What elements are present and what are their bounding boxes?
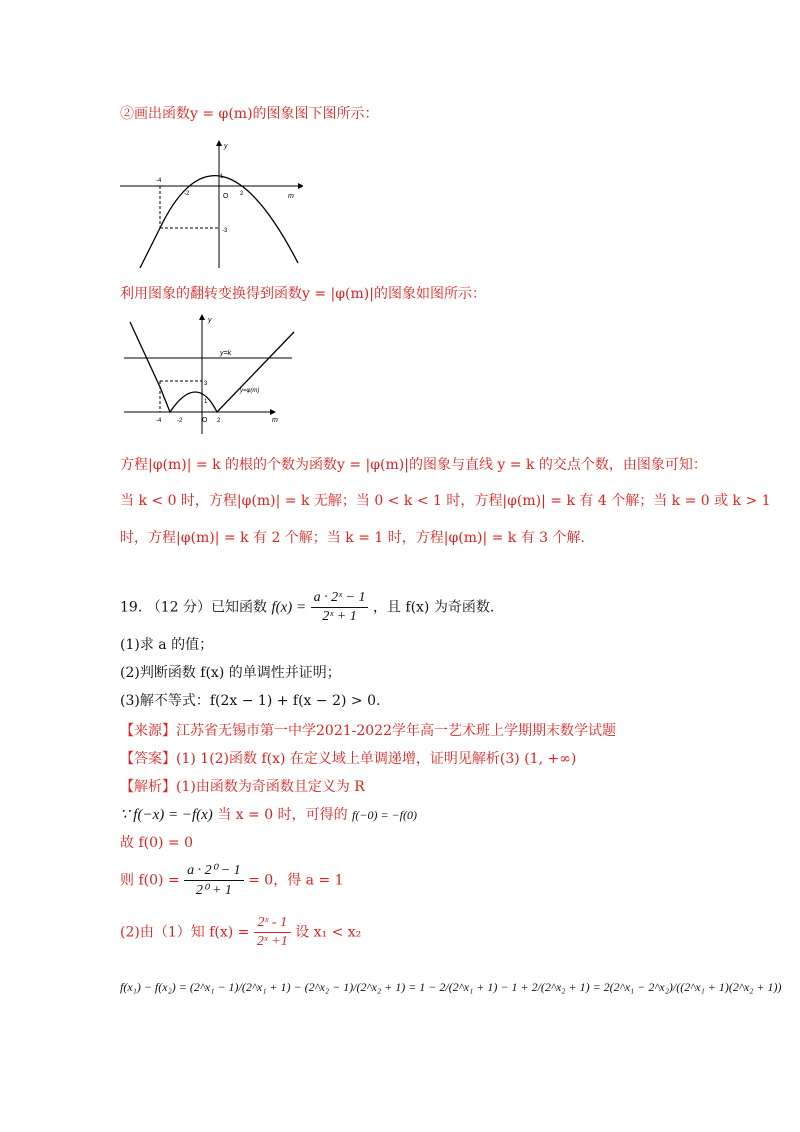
solution-line-4: 则 f(0) = $\frac{\text{a · 2⁰ − 1}}{\text{2⁰ + 1}}$ = 0，得 a = 1	[120, 863, 344, 898]
svg-text:y=φ(m): y=φ(m)	[240, 388, 260, 394]
svg-text:y: y	[224, 143, 228, 150]
svg-text:O: O	[223, 193, 229, 200]
graph-intro: ②画出函数y = φ(m)的图象图下图所示：	[120, 106, 379, 122]
svg-text:-4: -4	[156, 178, 162, 184]
svg-text:m: m	[272, 417, 278, 424]
analysis-line-3: 时，方程|φ(m)| = k 有 2 个解；当 k = 1 时，方程|φ(m)| = k 有 3 个解.	[120, 530, 585, 546]
analysis-line-1: 方程|φ(m)| = k 的根的个数为函数y = |φ(m)|的图象与直线 y = k 的交点个数，由图象可知：	[120, 457, 707, 473]
svg-text:2: 2	[217, 418, 221, 424]
solution-line-2: ∵ f(−x) = −f(x) 当 x = 0 时，可得的 f(−0) = −f(0)	[120, 807, 417, 823]
svg-text:1: 1	[204, 399, 208, 405]
svg-text:y=k: y=k	[220, 350, 232, 357]
graph-abs-phi	[122, 312, 297, 437]
solution-line-1: 【解析】(1)由函数为奇函数且定义为 R	[120, 779, 365, 795]
svg-text:O: O	[202, 417, 208, 424]
svg-text:1: 1	[220, 174, 224, 180]
flip-text: 利用图象的翻转变换得到函数y = |φ(m)|的图象如图所示：	[120, 286, 486, 302]
q19-fx: f(x) =	[271, 599, 307, 616]
q19-fraction: $\frac{\text{a · 2ˣ − 1}}{\text{2ˣ + 1}}$	[311, 590, 369, 625]
q19-stem	[120, 590, 494, 625]
q19-part-3: (3)解不等式：f(2x − 1) + f(x − 2) > 0.	[120, 693, 381, 709]
source-line: 【来源】江苏省无锡市第一中学2021-2022学年高一艺术班上学期期末数学试题	[120, 723, 616, 739]
svg-text:-2: -2	[177, 418, 183, 424]
svg-text:-4: -4	[156, 418, 162, 424]
svg-text:-2: -2	[184, 191, 190, 197]
q19-part-2: (2)判断函数 f(x) 的单调性并证明；	[120, 665, 341, 681]
svg-text:-3: -3	[222, 228, 228, 234]
solution-line-3: 故 f(0) = 0	[120, 835, 194, 851]
q19-part-1: (1)求 a 的值；	[120, 637, 214, 653]
svg-text:m: m	[288, 193, 294, 200]
analysis-line-2: 当 k < 0 时，方程|φ(m)| = k 无解；当 0 < k < 1 时，方程|φ(m)| = k 有 4 个解；当 k = 0 或 k > 1	[120, 493, 771, 509]
abs-curve	[130, 322, 294, 412]
q19-head: 19. （12 分）已知函数	[120, 599, 267, 616]
solution-line-5: (2)由（1）知 f(x) = $\frac{\text{2ˣ - 1}}{\text{2ˣ +1}}$ 设 x₁ < x₂	[120, 915, 362, 949]
svg-text:2: 2	[240, 191, 244, 197]
graph-phi	[118, 138, 303, 270]
q19-tail: ，且 f(x) 为奇函数.	[372, 599, 495, 616]
solution-line-6: f(x₁) − f(x₂) = (2^x₁ − 1)/(2^x₁ + 1) − (2^x₂ − 1)/(2^x₂ + 1) = 1 − 2/(2^x₁ + 1) − 1 + 2/(2^x₂ + 1) = 2(2^x₁ − 2^x₂)/((2^x₁ + 1)(2^x₂ + 1))	[120, 980, 782, 994]
svg-text:y: y	[208, 317, 212, 324]
answer-line: 【答案】(1) 1(2)函数 f(x) 在定义域上单调递增，证明见解析(3) (1, +∞)	[120, 751, 577, 767]
svg-text:3: 3	[204, 381, 208, 387]
